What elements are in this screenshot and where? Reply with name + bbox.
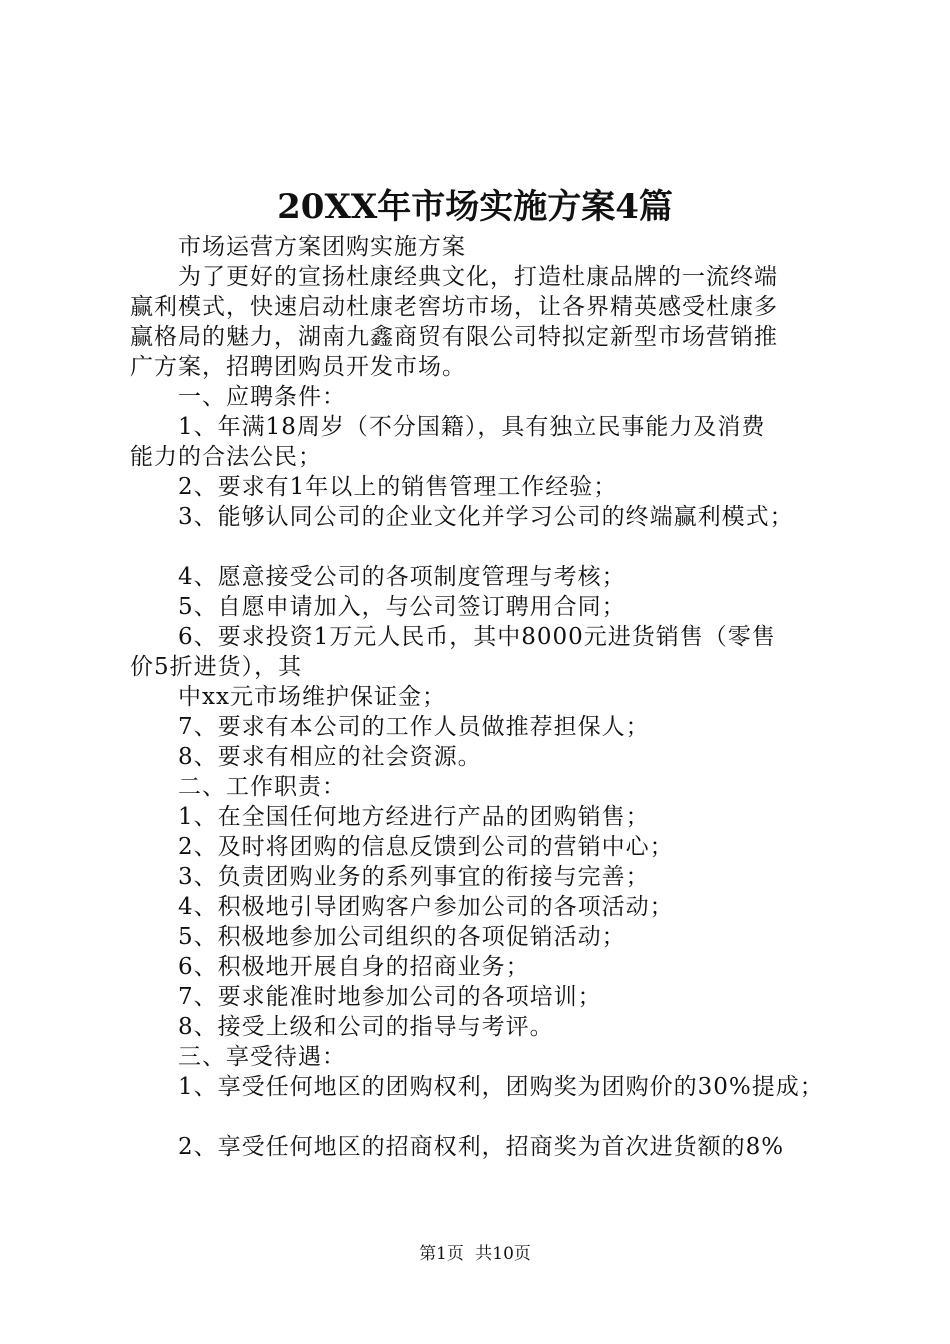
list-item-continuation: 中xx元市场维护保证金； — [178, 684, 446, 710]
document-body — [130, 232, 835, 1162]
list-item: 8、要求有相应的社会资源。 — [178, 744, 482, 770]
paragraph-line: 赢利模式，快速启动杜康老窖坊市场，让各界精英感受杜康多 — [130, 294, 778, 320]
list-item: 1、在全国任何地方经进行产品的团购销售； — [178, 804, 650, 830]
list-item: 5、自愿申请加入，与公司签订聘用合同； — [178, 594, 626, 620]
section-heading: 一、应聘条件： — [178, 384, 346, 410]
list-item: 3、能够认同公司的企业文化并学习公司的终端赢利模式； — [178, 504, 794, 530]
list-item: 1、年满18周岁（不分国籍），具有独立民事能力及消费 — [178, 414, 766, 440]
list-item-continuation: 价5折进货），其 — [130, 654, 303, 680]
list-item: 6、要求投资1万元人民币，其中8000元进货销售（零售 — [178, 624, 776, 650]
list-item-continuation: 能力的合法公民； — [130, 444, 322, 470]
total-pages: 共10页 — [475, 1244, 531, 1264]
list-item: 2、及时将团购的信息反馈到公司的营销中心； — [178, 834, 674, 860]
list-item: 2、享受任何地区的招商权利，招商奖为首次进货额的8% — [178, 1134, 785, 1160]
list-item: 2、要求有1年以上的销售管理工作经验； — [178, 474, 618, 500]
list-item: 6、积极地开展自身的招商业务； — [178, 954, 530, 980]
document-title: 20XX年市场实施方案4篇 — [277, 187, 673, 227]
list-item: 7、要求有本公司的工作人员做推荐担保人； — [178, 714, 650, 740]
paragraph-line: 市场运营方案团购实施方案 — [178, 234, 466, 260]
list-item: 4、愿意接受公司的各项制度管理与考核； — [178, 564, 626, 590]
paragraph-line: 为了更好的宣扬杜康经典文化，打造杜康品牌的一流终端 — [178, 264, 778, 290]
list-item: 1、享受任何地区的团购权利，团购奖为团购价的30%提成； — [178, 1074, 824, 1100]
page-footer — [0, 1242, 950, 1266]
list-item: 8、接受上级和公司的指导与考评。 — [178, 1014, 554, 1040]
paragraph-line: 赢格局的魅力，湖南九鑫商贸有限公司特拟定新型市场营销推 — [130, 324, 778, 350]
page-number: 第1页 — [419, 1244, 464, 1264]
blank-line — [130, 1102, 835, 1132]
list-item: 5、积极地参加公司组织的各项促销活动； — [178, 924, 626, 950]
section-heading: 二、工作职责： — [178, 774, 346, 800]
list-item: 3、负责团购业务的系列事宜的衔接与完善； — [178, 864, 650, 890]
section-heading: 三、享受待遇： — [178, 1044, 346, 1070]
blank-line — [130, 532, 835, 562]
list-item: 4、积极地引导团购客户参加公司的各项活动； — [178, 894, 674, 920]
list-item: 7、要求能准时地参加公司的各项培训； — [178, 984, 602, 1010]
paragraph-line: 广方案，招聘团购员开发市场。 — [130, 354, 466, 380]
